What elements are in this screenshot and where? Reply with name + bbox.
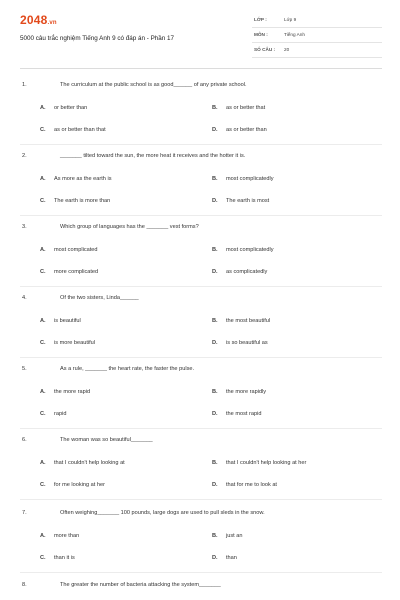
option-a[interactable] <box>40 460 125 466</box>
option-b[interactable] <box>212 318 270 324</box>
document-header <box>0 0 400 70</box>
meta-value: Lớp 9 <box>284 17 297 22</box>
option-c[interactable] <box>40 555 75 561</box>
option-text: than it is <box>54 555 75 561</box>
option-text: is beautiful <box>54 318 81 324</box>
option-text: is so beautiful as <box>226 340 268 346</box>
question-text: The greater the number of bacteria attacking the system_______ <box>60 582 221 588</box>
question-separator <box>20 428 382 429</box>
option-b[interactable] <box>212 389 266 395</box>
document-title: 5000 câu trắc nghiệm Tiếng Anh 9 có đáp án - Phần 17 <box>20 35 175 42</box>
option-a[interactable] <box>40 533 79 539</box>
question-separator <box>20 144 382 145</box>
option-text: or better than <box>54 105 88 111</box>
option-text: as complicatedly <box>226 269 268 275</box>
option-letter: C. <box>40 340 46 346</box>
option-c[interactable] <box>40 411 66 417</box>
question-number: 8. <box>22 582 27 588</box>
option-text: just an <box>226 533 243 539</box>
meta-key: LỚP : <box>254 17 267 22</box>
option-letter: C. <box>40 482 46 488</box>
meta-row-question-count <box>252 44 382 58</box>
option-text: for me looking at her <box>54 482 105 488</box>
option-b[interactable] <box>212 533 242 539</box>
option-letter: A. <box>40 176 46 182</box>
option-c[interactable] <box>40 269 98 275</box>
option-d[interactable] <box>212 340 268 346</box>
option-letter: C. <box>40 411 46 417</box>
option-letter: C. <box>40 127 46 133</box>
option-a[interactable] <box>40 389 90 395</box>
option-d[interactable] <box>212 411 261 417</box>
option-c[interactable] <box>40 340 95 346</box>
option-text: more complicated <box>54 269 99 275</box>
meta-row-subject <box>252 29 382 43</box>
question-text: The curriculum at the public school is as good______ of any private school. <box>60 82 247 88</box>
question-separator <box>20 215 382 216</box>
option-letter: D. <box>212 555 218 561</box>
option-letter: B. <box>212 105 218 111</box>
question-number: 5. <box>22 366 27 372</box>
logo-suffix-text: .vn <box>47 20 57 26</box>
option-text: rapid <box>54 411 67 417</box>
option-text: as or better than that <box>54 127 106 133</box>
option-letter: A. <box>40 533 46 539</box>
meta-key: MÔN : <box>254 32 268 37</box>
option-text: The earth is more than <box>54 198 111 204</box>
question-text: As a rule, _______ the heart rate, the faster the pulse. <box>60 366 195 372</box>
option-text: that I couldn't help looking at <box>54 460 125 466</box>
question-number: 6. <box>22 437 27 443</box>
option-a[interactable] <box>40 318 81 324</box>
option-b[interactable] <box>212 460 306 466</box>
option-a[interactable] <box>40 247 98 253</box>
option-letter: C. <box>40 555 46 561</box>
option-letter: A. <box>40 105 46 111</box>
option-text: As more as the earth is <box>54 176 112 182</box>
question-text: Of the two sisters, Linda______ <box>60 295 139 301</box>
option-text: the more rapidly <box>226 389 267 395</box>
option-d[interactable] <box>212 198 269 204</box>
option-text: as or better than <box>226 127 267 133</box>
option-letter: B. <box>212 389 218 395</box>
meta-key: SỐ CÂU : <box>254 47 276 52</box>
option-letter: D. <box>212 198 218 204</box>
option-letter: B. <box>212 176 218 182</box>
option-text: the most beautiful <box>226 318 271 324</box>
option-letter: B. <box>212 460 218 466</box>
question-text: _______ tilted toward the sun, the more heat it receives and the hotter it is. <box>60 153 246 159</box>
option-a[interactable] <box>40 176 112 182</box>
option-text: that for me to look at <box>226 482 277 488</box>
question-number: 4. <box>22 295 27 301</box>
option-b[interactable] <box>212 247 274 253</box>
question-number: 2. <box>22 153 27 159</box>
option-letter: B. <box>212 533 218 539</box>
document-meta <box>252 14 382 59</box>
question-separator <box>20 357 382 358</box>
option-letter: B. <box>212 247 218 253</box>
meta-value: Tiếng Anh <box>284 32 305 37</box>
question-separator <box>20 572 382 573</box>
meta-value: 20 <box>284 47 290 52</box>
option-letter: C. <box>40 269 46 275</box>
option-d[interactable] <box>212 482 277 488</box>
header-divider <box>20 68 382 69</box>
option-letter: D. <box>212 269 218 275</box>
option-text: most complicatedly <box>226 247 274 253</box>
option-letter: D. <box>212 127 218 133</box>
option-text: is more beautiful <box>54 340 96 346</box>
option-letter: D. <box>212 482 218 488</box>
question-number: 1. <box>22 82 27 88</box>
option-text: more than <box>54 533 80 539</box>
option-letter: A. <box>40 247 46 253</box>
option-text: the most rapid <box>226 411 262 417</box>
question-number: 7. <box>22 510 27 516</box>
option-d[interactable] <box>212 555 237 561</box>
question-separator <box>20 286 382 287</box>
option-text: most complicatedly <box>226 176 274 182</box>
option-text: as or better that <box>226 105 266 111</box>
question-number: 3. <box>22 224 27 230</box>
option-letter: A. <box>40 389 46 395</box>
logo-main-text: 2048 <box>20 13 48 27</box>
option-letter: D. <box>212 340 218 346</box>
option-text: than <box>226 555 237 561</box>
option-text: most complicated <box>54 247 98 253</box>
question-text: Which group of languages has the _______ vest forms? <box>60 224 199 230</box>
option-d[interactable] <box>212 127 267 133</box>
option-d[interactable] <box>212 269 267 275</box>
option-letter: C. <box>40 198 46 204</box>
option-a[interactable] <box>40 105 87 111</box>
option-c[interactable] <box>40 198 110 204</box>
question-text: Often weighing_______ 100 pounds, large dogs are used to pull sleds in the snow. <box>60 510 265 516</box>
option-c[interactable] <box>40 127 106 133</box>
option-letter: B. <box>212 318 218 324</box>
option-letter: D. <box>212 411 218 417</box>
option-c[interactable] <box>40 482 105 488</box>
option-text: the more rapid <box>54 389 91 395</box>
question-separator <box>20 499 382 500</box>
option-b[interactable] <box>212 176 274 182</box>
site-logo[interactable] <box>20 13 57 27</box>
option-b[interactable] <box>212 105 265 111</box>
meta-row-class <box>252 14 382 28</box>
option-text: The earth is most <box>226 198 270 204</box>
option-text: that I couldn't help looking at her <box>226 460 307 466</box>
question-text: The woman was so beautiful_______ <box>60 437 153 443</box>
option-letter: A. <box>40 318 46 324</box>
option-letter: A. <box>40 460 46 466</box>
